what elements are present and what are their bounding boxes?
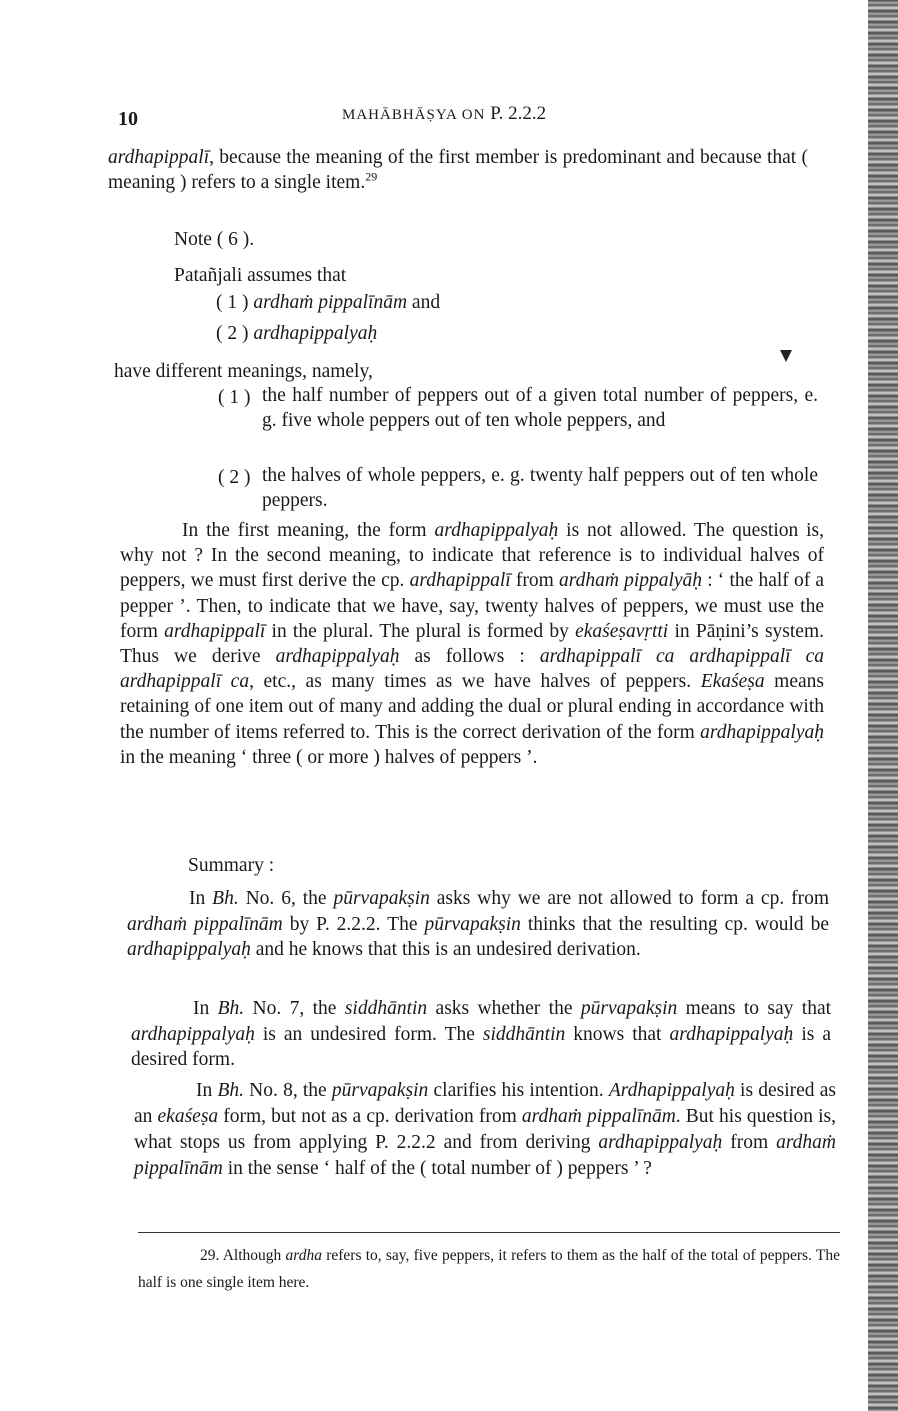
meaning-number: ( 2 ) [218,467,251,488]
assumes-line: Patañjali assumes that [174,265,347,286]
meaning-number: ( 1 ) [218,387,251,408]
summary-paragraph-1: In Bh. No. 6, the pūrvapakṣin asks why we are not allowed to form a cp. from ardhaṁ pippalīnām by P. 2.2.2. The pūrvapakṣin thinks that the resulting cp. would be ardhapippalyaḥ and he knows that this is an undesired derivation. [127,888,830,960]
footnote-number: 29. [200,1247,220,1264]
header-reference: P. 2.2.2 [490,103,547,124]
have-different-line: have different meanings, namely, [114,361,373,382]
intro-paragraph: ardhapippalī, because the meaning of the first member is predominant and because that ( meaning ) refers to a single item.$^{29}$ [108,147,808,193]
page-edge-shadow [868,0,898,1411]
page-number: 10 [118,108,138,130]
summary-paragraph-2: In Bh. No. 7, the siddhāntin asks whether the pūrvapakṣin means to say that ardhapippalyaḥ is an undesired form. The siddhāntin knows that ardhapippalyaḥ is a desired form. [131,998,832,1070]
explanation-paragraph: In the first meaning, the form ardhapippalyaḥ is not allowed. The question is, why not ? In the second meaning, to indicate that reference is to individual halves of peppers, we must first derive the cp. ardhapippalī from ardhaṁ pippalyāḥ : ‘ the half of a pepper ’. Then, to indicate that we have, say, twenty halves of peppers, we must use the form ardhapippalī in the plural. The plural is formed by ekaśeṣavṛtti in Pāṇini’s system. Thus we derive ardhapippalyaḥ as follows : ardhapippalī ca ardhapippalī ca ardhapippalī ca, etc., as many times as we have halves of peppers. Ekaśeṣa means retaining of one item out of many and adding the dual or plural ending in accordance with the number of items referred to. This is the correct derivation of the form ardhapippalyaḥ in the meaning ‘ three ( or more ) halves of peppers ’. [120,520,825,768]
form-item: ( 1 ) ardhaṁ pippalīnām and [216,292,441,313]
meaning-text: the halves of whole peppers, e. g. twenty half peppers out of ten whole peppers. [262,465,818,511]
running-header [342,103,546,125]
term: ardhapippalī [108,147,210,168]
note-heading: Note ( 6 ). [174,229,255,250]
footnote-divider [138,1232,840,1233]
meaning-text: the half number of peppers out of a given total number of peppers, e. g. five whole peppers out of ten whole peppers, and [262,385,818,431]
summary-heading: Summary : [188,855,275,876]
pen-mark-icon [780,350,792,362]
form-item: ( 2 ) ardhapippalyaḥ [216,323,378,344]
footnote-ref: 29 [365,169,378,184]
summary-paragraph-3: In Bh. No. 8, the pūrvapakṣin clarifies his intention. Ardhapippalyaḥ is desired as an ekaśeṣa form, but not as a cp. derivation from ardhaṁ pippalīnām. But his question is, what stops us from applying P. 2.2.2 and from deriving ardhapippalyaḥ from ardhaṁ pippalīnām in the sense ‘ half of the ( total number of ) peppers ’ ? [134,1080,837,1179]
footnote: 29. Although ardha refers to, say, five peppers, it refers to them as the half of the total of peppers. The half is one single item here. [138,1247,841,1291]
header-title: MAHĀBHĀṢYA ON [342,107,486,123]
